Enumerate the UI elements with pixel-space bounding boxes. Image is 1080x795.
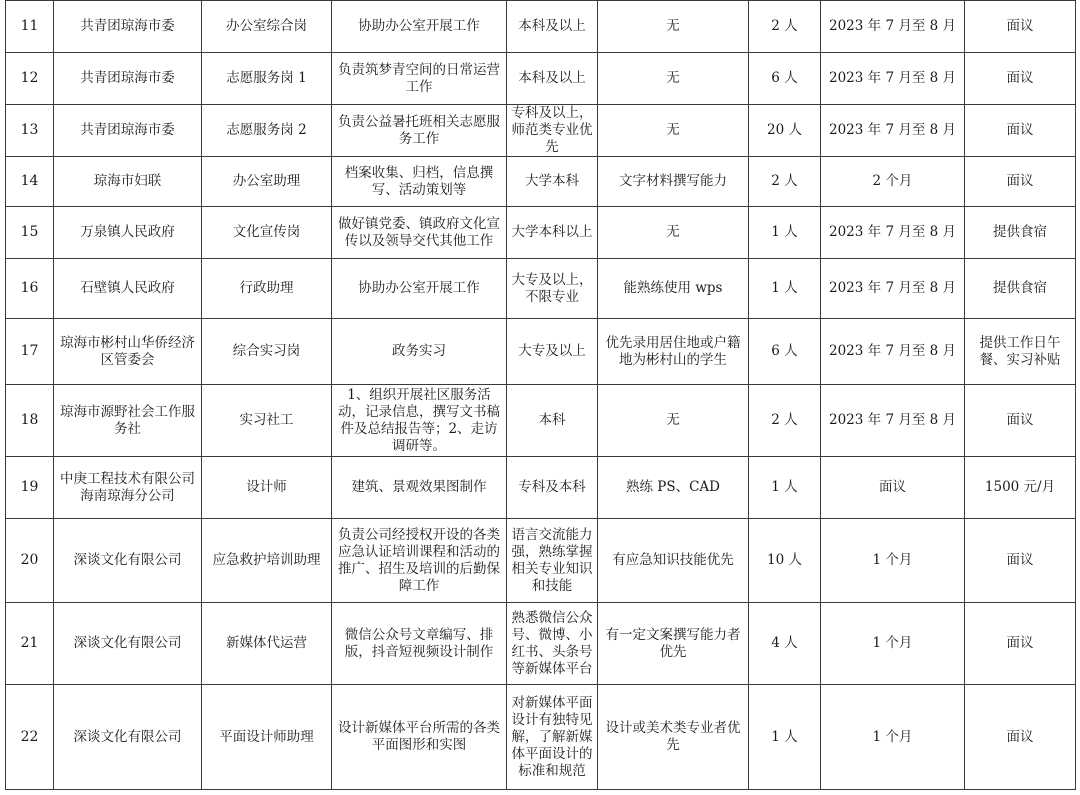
compensation-cell: 1500 元/月	[965, 457, 1076, 519]
table-row	[6, 259, 1076, 319]
job-content-cell: 协助办公室开展工作	[332, 1, 507, 53]
other-requirement-cell: 能熟练使用 wps	[598, 259, 749, 319]
education-requirement-cell: 熟悉微信公众号、微博、小红书、头条号等新媒体平台	[507, 603, 598, 685]
headcount-cell: 2 人	[749, 157, 821, 207]
employer-unit-cell: 琼海市彬村山华侨经济区管委会	[54, 319, 202, 385]
internship-period-cell: 2023 年 7 月至 8 月	[821, 105, 965, 157]
internship-period-cell: 1 个月	[821, 603, 965, 685]
table-row	[6, 457, 1076, 519]
education-requirement-cell: 对新媒体平面设计有独特见解，了解新媒体平面设计的标准和规范	[507, 685, 598, 790]
row-number-cell: 20	[6, 519, 54, 603]
table-row	[6, 1, 1076, 53]
row-number-cell: 15	[6, 207, 54, 259]
internship-period-cell: 2023 年 7 月至 8 月	[821, 259, 965, 319]
education-requirement-cell: 大专及以上，不限专业	[507, 259, 598, 319]
headcount-cell: 6 人	[749, 53, 821, 105]
other-requirement-cell: 有一定文案撰写能力者优先	[598, 603, 749, 685]
job-content-cell: 1、组织开展社区服务活动，记录信息，撰写文书稿件及总结报告等；2、走访调研等。	[332, 385, 507, 457]
headcount-cell: 20 人	[749, 105, 821, 157]
employer-unit-cell: 深谈文化有限公司	[54, 685, 202, 790]
other-requirement-cell: 无	[598, 105, 749, 157]
employer-unit-cell: 琼海市源野社会工作服务社	[54, 385, 202, 457]
education-requirement-cell: 专科及本科	[507, 457, 598, 519]
other-requirement-cell: 无	[598, 1, 749, 53]
table-row	[6, 603, 1076, 685]
job-content-cell: 设计新媒体平台所需的各类平面图形和实图	[332, 685, 507, 790]
job-post-cell: 志愿服务岗 1	[202, 53, 332, 105]
other-requirement-cell: 文字材料撰写能力	[598, 157, 749, 207]
job-post-cell: 办公室综合岗	[202, 1, 332, 53]
job-content-cell: 负责筑梦青空间的日常运营工作	[332, 53, 507, 105]
job-content-cell: 负责公司经授权开设的各类应急认证培训课程和活动的推广、招生及培训的后勤保障工作	[332, 519, 507, 603]
internship-period-cell: 2 个月	[821, 157, 965, 207]
job-post-cell: 行政助理	[202, 259, 332, 319]
internship-period-cell: 2023 年 7 月至 8 月	[821, 53, 965, 105]
internship-period-cell: 2023 年 7 月至 8 月	[821, 1, 965, 53]
employer-unit-cell: 共青团琼海市委	[54, 1, 202, 53]
internship-period-cell: 2023 年 7 月至 8 月	[821, 207, 965, 259]
compensation-cell: 提供工作日午餐、实习补贴	[965, 319, 1076, 385]
compensation-cell: 面议	[965, 1, 1076, 53]
row-number-cell: 21	[6, 603, 54, 685]
job-content-cell: 协助办公室开展工作	[332, 259, 507, 319]
job-post-cell: 实习社工	[202, 385, 332, 457]
headcount-cell: 6 人	[749, 319, 821, 385]
table-body	[6, 1, 1076, 790]
table-row	[6, 53, 1076, 105]
compensation-cell: 提供食宿	[965, 259, 1076, 319]
employer-unit-cell: 琼海市妇联	[54, 157, 202, 207]
internship-period-cell: 2023 年 7 月至 8 月	[821, 385, 965, 457]
education-requirement-cell: 大学本科	[507, 157, 598, 207]
headcount-cell: 10 人	[749, 519, 821, 603]
other-requirement-cell: 熟练 PS、CAD	[598, 457, 749, 519]
other-requirement-cell: 无	[598, 385, 749, 457]
employer-unit-cell: 深谈文化有限公司	[54, 603, 202, 685]
job-post-cell: 综合实习岗	[202, 319, 332, 385]
table-row	[6, 319, 1076, 385]
compensation-cell: 面议	[965, 105, 1076, 157]
employer-unit-cell: 石壁镇人民政府	[54, 259, 202, 319]
headcount-cell: 4 人	[749, 603, 821, 685]
job-post-cell: 新媒体代运营	[202, 603, 332, 685]
job-content-cell: 做好镇党委、镇政府文化宣传以及领导交代其他工作	[332, 207, 507, 259]
job-content-cell: 档案收集、归档，信息撰写、活动策划等	[332, 157, 507, 207]
employer-unit-cell: 万泉镇人民政府	[54, 207, 202, 259]
headcount-cell: 2 人	[749, 385, 821, 457]
job-content-cell: 负责公益暑托班相关志愿服务工作	[332, 105, 507, 157]
row-number-cell: 22	[6, 685, 54, 790]
headcount-cell: 2 人	[749, 1, 821, 53]
job-post-cell: 平面设计师助理	[202, 685, 332, 790]
other-requirement-cell: 设计或美术类专业者优先	[598, 685, 749, 790]
headcount-cell: 1 人	[749, 457, 821, 519]
row-number-cell: 17	[6, 319, 54, 385]
row-number-cell: 18	[6, 385, 54, 457]
job-content-cell: 微信公众号文章编写、排版，抖音短视频设计制作	[332, 603, 507, 685]
job-post-cell: 办公室助理	[202, 157, 332, 207]
compensation-cell: 面议	[965, 53, 1076, 105]
other-requirement-cell: 无	[598, 53, 749, 105]
table-row	[6, 519, 1076, 603]
education-requirement-cell: 语言交流能力强，熟练掌握相关专业知识和技能	[507, 519, 598, 603]
job-post-cell: 设计师	[202, 457, 332, 519]
employer-unit-cell: 深谈文化有限公司	[54, 519, 202, 603]
job-post-cell: 志愿服务岗 2	[202, 105, 332, 157]
education-requirement-cell: 本科	[507, 385, 598, 457]
employer-unit-cell: 共青团琼海市委	[54, 105, 202, 157]
job-post-cell: 应急救护培训助理	[202, 519, 332, 603]
compensation-cell: 面议	[965, 685, 1076, 790]
row-number-cell: 14	[6, 157, 54, 207]
row-number-cell: 11	[6, 1, 54, 53]
job-content-cell: 建筑、景观效果图制作	[332, 457, 507, 519]
row-number-cell: 16	[6, 259, 54, 319]
other-requirement-cell: 无	[598, 207, 749, 259]
education-requirement-cell: 专科及以上，师范类专业优先	[507, 105, 598, 157]
table-row	[6, 157, 1076, 207]
job-post-cell: 文化宣传岗	[202, 207, 332, 259]
education-requirement-cell: 大专及以上	[507, 319, 598, 385]
compensation-cell: 面议	[965, 157, 1076, 207]
row-number-cell: 13	[6, 105, 54, 157]
headcount-cell: 1 人	[749, 207, 821, 259]
compensation-cell: 面议	[965, 519, 1076, 603]
internship-period-cell: 1 个月	[821, 519, 965, 603]
compensation-cell: 面议	[965, 385, 1076, 457]
table-row	[6, 207, 1076, 259]
employer-unit-cell: 中庚工程技术有限公司海南琼海分公司	[54, 457, 202, 519]
compensation-cell: 提供食宿	[965, 207, 1076, 259]
employer-unit-cell: 共青团琼海市委	[54, 53, 202, 105]
internship-period-cell: 2023 年 7 月至 8 月	[821, 319, 965, 385]
row-number-cell: 12	[6, 53, 54, 105]
internship-period-cell: 面议	[821, 457, 965, 519]
recruitment-table	[5, 0, 1076, 790]
other-requirement-cell: 有应急知识技能优先	[598, 519, 749, 603]
job-content-cell: 政务实习	[332, 319, 507, 385]
headcount-cell: 1 人	[749, 259, 821, 319]
education-requirement-cell: 本科及以上	[507, 1, 598, 53]
table-row	[6, 385, 1076, 457]
table-row	[6, 105, 1076, 157]
compensation-cell: 面议	[965, 603, 1076, 685]
education-requirement-cell: 大学本科以上	[507, 207, 598, 259]
education-requirement-cell: 本科及以上	[507, 53, 598, 105]
row-number-cell: 19	[6, 457, 54, 519]
headcount-cell: 1 人	[749, 685, 821, 790]
internship-period-cell: 1 个月	[821, 685, 965, 790]
other-requirement-cell: 优先录用居住地或户籍地为彬村山的学生	[598, 319, 749, 385]
table-row	[6, 685, 1076, 790]
